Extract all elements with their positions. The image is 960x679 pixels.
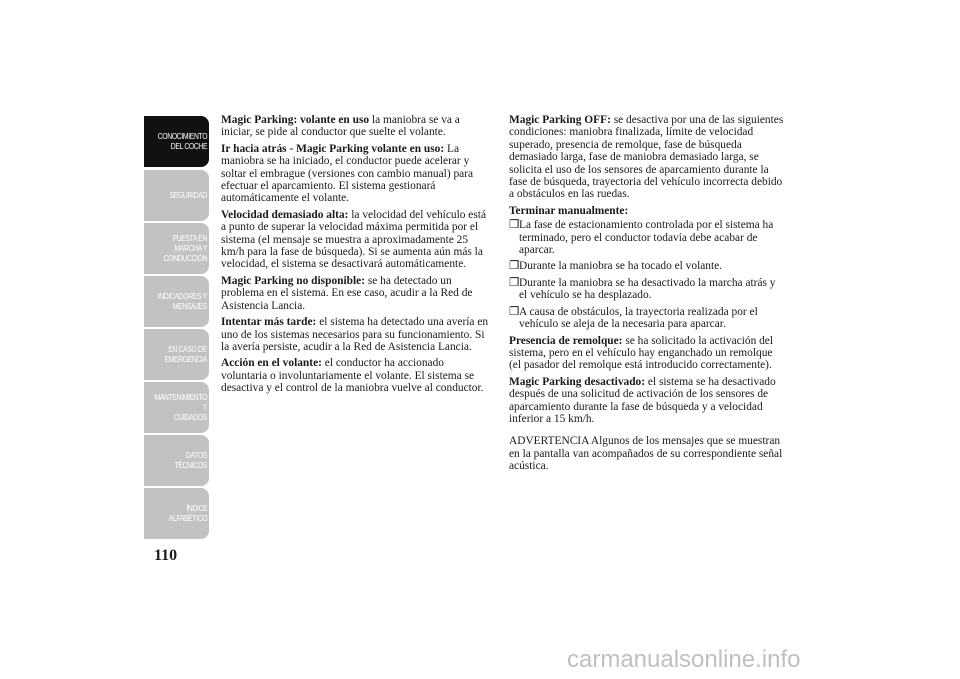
- tab-indicadores-y-mensajes[interactable]: [144, 276, 209, 327]
- checkbox-bullet-icon: ❐: [509, 276, 520, 289]
- checkbox-bullet-icon: ❐: [509, 260, 520, 273]
- message-velocidad-alta: [221, 209, 493, 271]
- message-body: se ha detectado un problema en el sistema. En ese caso, acudir a la Red de Asistencia Lancia.: [221, 274, 473, 312]
- list-item-text: La fase de estacionamiento controlada por el sistema ha terminado, pero el conductor todavía debe acabar de aparcar.: [519, 219, 774, 257]
- message-body: la maniobra se va a iniciar, se pide al conductor que suelte el volante.: [221, 114, 460, 139]
- message-accion-volante: [221, 357, 493, 394]
- tab-label: MANTENIMIENTO Y CUIDADOS: [154, 392, 207, 422]
- list-item-text: A causa de obstáculos, la trayectoria realizada por el vehículo se aleja de la necesaria para aparcar.: [519, 305, 758, 331]
- message-remolque: [509, 335, 784, 372]
- checkbox-bullet-icon: ❐: [509, 305, 520, 318]
- watermark: carmanualsonline.info: [567, 646, 801, 673]
- message-body: el sistema ha detectado una avería en uno de los sistemas necesarios para su funcionamiento. Si la avería persiste, acudir a la Red de Asistencia Lancia.: [221, 316, 489, 353]
- list-item: [509, 219, 784, 256]
- page-number: 110: [154, 547, 178, 564]
- tab-seguridad[interactable]: [144, 170, 209, 221]
- tab-puesta-en-marcha[interactable]: [144, 223, 209, 274]
- message-body: La maniobra se ha iniciado, el conductor puede acelerar y soltar el embrague (versiones con cambio manual) para efectuar el aparcamiento. El sistema gestionará automáticamente el volante.: [221, 142, 474, 205]
- message-title: Presencia de remolque:: [509, 334, 623, 347]
- message-title: Velocidad demasiado alta:: [221, 208, 349, 221]
- message-body: la velocidad del vehículo está a punto de superar la velocidad máxima permitida por el sistema (el mensaje se muestra a aproximadamente 25 km/h para la fase de búsqueda). Si se aumenta aún más la velocidad, el sistema se desactivará automáticamente.: [221, 208, 487, 271]
- message-body: el sistema se ha desactivado después de una solicitud de activación de los sensores de aparcamiento durante la fase de búsqueda y a velocidad inferior a 15 km/h.: [509, 375, 776, 425]
- tab-en-caso-de-emergencia[interactable]: [144, 329, 209, 380]
- tab-indice-alfabetico[interactable]: [144, 488, 209, 539]
- message-title: Ir hacia atrás - Magic Parking volante en uso:: [221, 142, 445, 155]
- message-body: se ha solicitado la activación del sistema, pero en el vehículo hay enganchado un remolque (el pasador del remolque está introducido correctamente).: [509, 334, 774, 372]
- list-item: [509, 260, 784, 272]
- left-column: [221, 114, 493, 399]
- message-off: [509, 114, 784, 201]
- warning-note: ADVERTENCIA Algunos de los mensajes que se muestran en la pantalla van acompañados de su correspondiente señal acústica.: [509, 435, 783, 473]
- list-item: [509, 306, 784, 331]
- message-title: Magic Parking: volante en uso: [221, 114, 370, 126]
- tab-label: PUESTA EN MARCHA Y CONDUCCIÓN: [163, 233, 207, 263]
- list-item: [509, 277, 784, 302]
- message-title: Intentar más tarde:: [221, 316, 317, 329]
- message-volante-en-uso: [221, 114, 493, 139]
- tab-label: CONOCIMIENTO DEL COCHE: [157, 131, 207, 151]
- message-title: Magic Parking desactivado:: [509, 375, 646, 388]
- manual-heading: Terminar manualmente:: [509, 204, 629, 217]
- message-ir-hacia-atras: [221, 143, 493, 205]
- message-no-disponible: [221, 275, 493, 312]
- message-title: Magic Parking no disponible:: [221, 274, 365, 287]
- tab-label: SEGURIDAD: [169, 190, 207, 200]
- tab-mantenimiento-y-cuidados[interactable]: [144, 382, 209, 433]
- message-desactivado: [509, 376, 784, 426]
- list-item-text: Durante la maniobra se ha desactivado la marcha atrás y el vehículo se ha desplazado.: [519, 276, 776, 302]
- chapter-sidebar: [144, 116, 209, 540]
- message-title: Acción en el volante:: [221, 357, 322, 370]
- list-item-text: Durante la maniobra se ha tocado el volante.: [519, 260, 723, 273]
- tab-datos-tecnicos[interactable]: [144, 435, 209, 486]
- tab-label: DATOS TÉCNICOS: [174, 450, 207, 470]
- tab-label: INDICADORES Y MENSAJES: [157, 291, 207, 311]
- message-body: se desactiva por una de las siguientes condiciones: maniobra finalizada, límite de velocidad superado, presencia de remolque, fase de búsqueda demasiado larga, fase de maniobra demasiado larga, se solicita el uso de los sensores de aparcamiento durante la fase de búsqueda, trayectoria del vehículo incorrecta debido a obstáculos en las ruedas.: [509, 114, 784, 201]
- right-column: [509, 114, 784, 477]
- message-body: el conductor ha accionado voluntaria o involuntariamente el volante. El sistema se desactiva y el control de la maniobra vuelve al conductor.: [221, 357, 484, 395]
- tab-label: ÍNDICE ALFABÉTICO: [168, 503, 207, 523]
- tab-conocimiento-del-coche[interactable]: [144, 116, 209, 167]
- tab-label: EN CASO DE EMERGENCIA: [164, 344, 207, 364]
- message-intentar-mas-tarde: [221, 316, 493, 353]
- message-title: Magic Parking OFF:: [509, 114, 611, 126]
- checkbox-bullet-icon: ❐: [509, 219, 520, 232]
